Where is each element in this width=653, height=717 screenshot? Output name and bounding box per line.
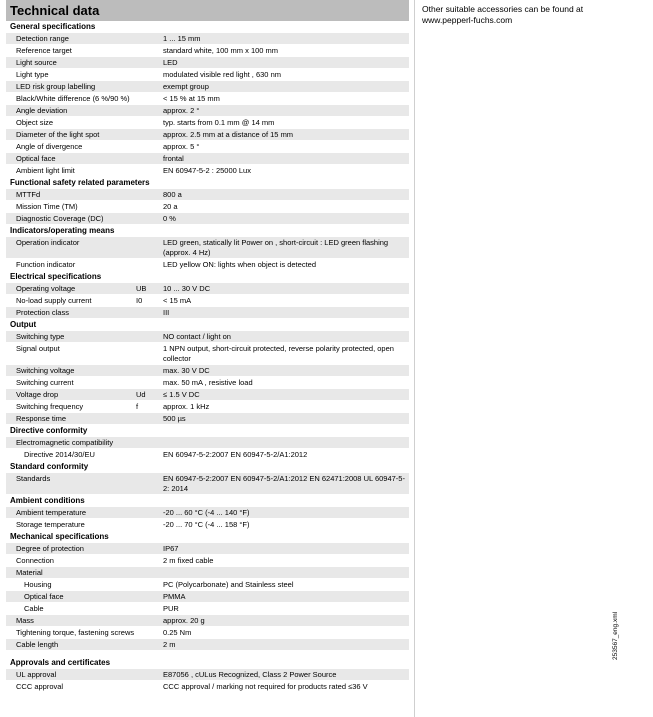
spec-symbol bbox=[136, 154, 163, 164]
section-heading: Approvals and certificates bbox=[6, 657, 409, 669]
spec-value: 2 m bbox=[163, 640, 176, 649]
spec-label: Switching type bbox=[16, 332, 65, 341]
spec-value: 20 a bbox=[163, 202, 178, 211]
spec-symbol bbox=[136, 438, 163, 448]
spec-row bbox=[6, 331, 409, 343]
spec-label: Cable length bbox=[16, 640, 59, 649]
spec-value: NO contact / light on bbox=[163, 332, 231, 341]
spec-symbol bbox=[136, 520, 163, 530]
spec-value bbox=[163, 568, 409, 578]
spec-row bbox=[6, 615, 409, 627]
spec-symbol: Ud bbox=[136, 390, 146, 399]
spec-row bbox=[6, 473, 409, 495]
spec-value: max. 50 mA , resistive load bbox=[163, 378, 253, 387]
spec-value: EN 60947-5-2 : 25000 Lux bbox=[163, 166, 251, 175]
technical-data-table bbox=[6, 0, 409, 717]
spec-value: III bbox=[163, 308, 170, 317]
spec-label: Diagnostic Coverage (DC) bbox=[16, 214, 104, 223]
spec-row bbox=[6, 201, 409, 213]
section-heading: Output bbox=[6, 319, 409, 331]
spec-row bbox=[6, 283, 409, 295]
spec-label: Angle deviation bbox=[16, 106, 68, 115]
spec-value: approx. 1 kHz bbox=[163, 402, 210, 411]
spec-symbol bbox=[136, 568, 163, 578]
spec-row bbox=[6, 579, 409, 591]
spec-value: 1 NPN output, short-circuit protected, reverse polarity protected, open collector bbox=[163, 344, 394, 363]
spec-value bbox=[163, 438, 409, 448]
spec-row bbox=[6, 627, 409, 639]
spec-symbol bbox=[136, 604, 163, 614]
section-heading: Ambient conditions bbox=[6, 495, 409, 507]
spec-row bbox=[6, 449, 409, 461]
spec-symbol bbox=[136, 106, 163, 116]
spec-label: Mission Time (TM) bbox=[16, 202, 78, 211]
section-heading: Electrical specifications bbox=[6, 271, 409, 283]
spec-value: PC (Polycarbonate) and Stainless steel bbox=[163, 580, 294, 589]
spec-symbol bbox=[136, 58, 163, 68]
spec-value: approx. 2.5 mm at a distance of 15 mm bbox=[163, 130, 294, 139]
spec-symbol bbox=[136, 366, 163, 376]
spec-label: Angle of divergence bbox=[16, 142, 83, 151]
spec-row bbox=[6, 377, 409, 389]
spec-value: 10 ... 30 V DC bbox=[163, 284, 211, 293]
spec-symbol bbox=[136, 130, 163, 140]
spec-row bbox=[6, 365, 409, 377]
spec-value: typ. starts from 0.1 mm @ 14 mm bbox=[163, 118, 275, 127]
spec-value: IP67 bbox=[163, 544, 179, 553]
spec-row bbox=[6, 189, 409, 201]
section-heading: Mechanical specifications bbox=[6, 531, 409, 543]
spec-label: Response time bbox=[16, 414, 67, 423]
spec-label: Switching frequency bbox=[16, 402, 84, 411]
spec-label: Function indicator bbox=[16, 260, 76, 269]
spec-label: Cable bbox=[24, 604, 44, 613]
spec-row bbox=[6, 237, 409, 259]
section-heading: Directive conformity bbox=[6, 425, 409, 437]
spec-row bbox=[6, 413, 409, 425]
section-heading: Functional safety related parameters bbox=[6, 177, 409, 189]
spec-row bbox=[6, 105, 409, 117]
spec-symbol bbox=[136, 202, 163, 212]
spec-symbol bbox=[136, 640, 163, 650]
spec-label: Optical face bbox=[24, 592, 64, 601]
spec-value: < 15 mA bbox=[163, 296, 192, 305]
spec-label: Operation indicator bbox=[16, 238, 80, 247]
spec-value: exempt group bbox=[163, 82, 209, 91]
spec-label: Operating voltage bbox=[16, 284, 76, 293]
spec-label: LED risk group labelling bbox=[16, 82, 96, 91]
spec-label: Ambient light limit bbox=[16, 166, 75, 175]
spec-symbol bbox=[136, 332, 163, 342]
spec-row bbox=[6, 295, 409, 307]
spec-row bbox=[6, 591, 409, 603]
spec-symbol bbox=[136, 82, 163, 92]
accessories-note: Other suitable accessories can be found at www.pepperl-fuchs.com bbox=[422, 4, 584, 25]
spec-row bbox=[6, 117, 409, 129]
spec-label: Directive 2014/30/EU bbox=[24, 450, 95, 459]
spec-value: EN 60947-5-2:2007 EN 60947-5-2/A1:2012 bbox=[163, 450, 308, 459]
spec-label: Light type bbox=[16, 70, 49, 79]
spec-row bbox=[6, 141, 409, 153]
spec-label: Protection class bbox=[16, 308, 69, 317]
spec-symbol bbox=[136, 670, 163, 680]
spec-row bbox=[6, 213, 409, 225]
page-title: Technical data bbox=[6, 0, 409, 21]
spec-value: PMMA bbox=[163, 592, 186, 601]
spec-row bbox=[6, 507, 409, 519]
spec-symbol bbox=[136, 70, 163, 80]
spec-symbol bbox=[136, 378, 163, 388]
spec-symbol bbox=[136, 260, 163, 270]
spec-row bbox=[6, 81, 409, 93]
spec-row bbox=[6, 45, 409, 57]
spec-value: standard white, 100 mm x 100 mm bbox=[163, 46, 279, 55]
spec-label: Housing bbox=[24, 580, 52, 589]
spec-label: Mass bbox=[16, 616, 34, 625]
spec-symbol bbox=[136, 450, 163, 460]
spec-symbol bbox=[136, 118, 163, 128]
section-heading: General specifications bbox=[6, 21, 409, 33]
section-heading: Indicators/operating means bbox=[6, 225, 409, 237]
spec-symbol bbox=[136, 34, 163, 44]
spec-value: 0.25 Nm bbox=[163, 628, 192, 637]
spec-row bbox=[6, 307, 409, 319]
spec-row bbox=[6, 129, 409, 141]
spec-row bbox=[6, 165, 409, 177]
spec-label: Black/White difference (6 %/90 %) bbox=[16, 94, 130, 103]
spec-label: Switching voltage bbox=[16, 366, 75, 375]
spec-row bbox=[6, 603, 409, 615]
spec-row bbox=[6, 259, 409, 271]
spec-label: Electromagnetic compatibility bbox=[16, 438, 114, 447]
spec-symbol bbox=[136, 682, 163, 692]
spec-value: modulated visible red light , 630 nm bbox=[163, 70, 281, 79]
spec-value: 1 ... 15 mm bbox=[163, 34, 201, 43]
spec-value: E87056 , cULus Recognized, Class 2 Power Source bbox=[163, 670, 337, 679]
spec-symbol bbox=[136, 616, 163, 626]
spec-symbol bbox=[136, 556, 163, 566]
spec-value: LED bbox=[163, 58, 178, 67]
spec-symbol bbox=[136, 46, 163, 56]
spec-symbol bbox=[136, 142, 163, 152]
spec-row bbox=[6, 567, 409, 579]
document-id: 253567_eng.xml bbox=[612, 611, 619, 660]
spec-row bbox=[6, 519, 409, 531]
spec-symbol: UB bbox=[136, 284, 147, 293]
spec-label: Standards bbox=[16, 474, 51, 483]
spec-value: -20 ... 70 °C (-4 ... 158 °F) bbox=[163, 520, 250, 529]
spec-row bbox=[6, 93, 409, 105]
spec-symbol bbox=[136, 238, 163, 258]
spec-label: MTTFd bbox=[16, 190, 41, 199]
spec-label: Material bbox=[16, 568, 43, 577]
spec-label: Storage temperature bbox=[16, 520, 85, 529]
spec-value: 500 µs bbox=[163, 414, 186, 423]
spec-symbol bbox=[136, 544, 163, 554]
spec-row bbox=[6, 343, 409, 365]
sections-container bbox=[6, 21, 409, 693]
column-divider bbox=[414, 0, 415, 717]
spec-label: No-load supply current bbox=[16, 296, 92, 305]
spec-value: approx. 5 ° bbox=[163, 142, 200, 151]
spec-label: UL approval bbox=[16, 670, 57, 679]
spec-value: PUR bbox=[163, 604, 179, 613]
spec-symbol bbox=[136, 474, 163, 494]
spec-label: Connection bbox=[16, 556, 54, 565]
spec-label: Signal output bbox=[16, 344, 60, 353]
spec-symbol: f bbox=[136, 402, 139, 411]
spec-row bbox=[6, 153, 409, 165]
spec-symbol: I0 bbox=[136, 296, 143, 305]
spec-value: frontal bbox=[163, 154, 184, 163]
spec-label: Optical face bbox=[16, 154, 56, 163]
spec-value: max. 30 V DC bbox=[163, 366, 210, 375]
spec-row bbox=[6, 669, 409, 681]
spec-label: Reference target bbox=[16, 46, 72, 55]
spec-label: Degree of protection bbox=[16, 544, 84, 553]
spec-value: 0 % bbox=[163, 214, 176, 223]
spec-symbol bbox=[136, 628, 163, 638]
spec-row bbox=[6, 33, 409, 45]
spec-symbol bbox=[136, 166, 163, 176]
spec-symbol bbox=[136, 580, 163, 590]
spec-value: ≤ 1.5 V DC bbox=[163, 390, 200, 399]
spec-row bbox=[6, 401, 409, 413]
spec-label: Light source bbox=[16, 58, 57, 67]
spec-value: LED yellow ON: lights when object is detected bbox=[163, 260, 316, 269]
spec-label: Tightening torque, fastening screws bbox=[16, 628, 135, 637]
spec-symbol bbox=[136, 592, 163, 602]
spec-symbol bbox=[136, 414, 163, 424]
spec-row bbox=[6, 69, 409, 81]
spec-value: approx. 2 ° bbox=[163, 106, 200, 115]
spec-label: Object size bbox=[16, 118, 54, 127]
spec-label: CCC approval bbox=[16, 682, 64, 691]
spec-value: LED green, statically lit Power on , short-circuit : LED green flashing (approx. 4 Hz) bbox=[163, 238, 389, 257]
spec-row bbox=[6, 639, 409, 651]
spec-row bbox=[6, 57, 409, 69]
spec-row bbox=[6, 555, 409, 567]
spec-symbol bbox=[136, 190, 163, 200]
spec-label: Detection range bbox=[16, 34, 69, 43]
spec-value: 800 a bbox=[163, 190, 182, 199]
spec-row bbox=[6, 389, 409, 401]
spec-value: EN 60947-5-2:2007 EN 60947-5-2/A1:2012 EN 62471:2008 UL 60947-5-2: 2014 bbox=[163, 474, 405, 493]
spec-value: approx. 20 g bbox=[163, 616, 205, 625]
spec-symbol bbox=[136, 94, 163, 104]
spec-value: CCC approval / marking not required for products rated ≤36 V bbox=[163, 682, 368, 691]
spec-row bbox=[6, 543, 409, 555]
spec-label: Voltage drop bbox=[16, 390, 59, 399]
spec-label: Ambient temperature bbox=[16, 508, 87, 517]
spec-symbol bbox=[136, 214, 163, 224]
section-heading: Standard conformity bbox=[6, 461, 409, 473]
spec-value: 2 m fixed cable bbox=[163, 556, 214, 565]
spec-symbol bbox=[136, 308, 163, 318]
spec-row bbox=[6, 437, 409, 449]
spec-symbol bbox=[136, 344, 163, 364]
spec-value: < 15 % at 15 mm bbox=[163, 94, 220, 103]
spec-symbol bbox=[136, 508, 163, 518]
spec-value: -20 ... 60 °C (-4 ... 140 °F) bbox=[163, 508, 250, 517]
spec-row bbox=[6, 681, 409, 693]
spec-label: Diameter of the light spot bbox=[16, 130, 100, 139]
spec-label: Switching current bbox=[16, 378, 74, 387]
